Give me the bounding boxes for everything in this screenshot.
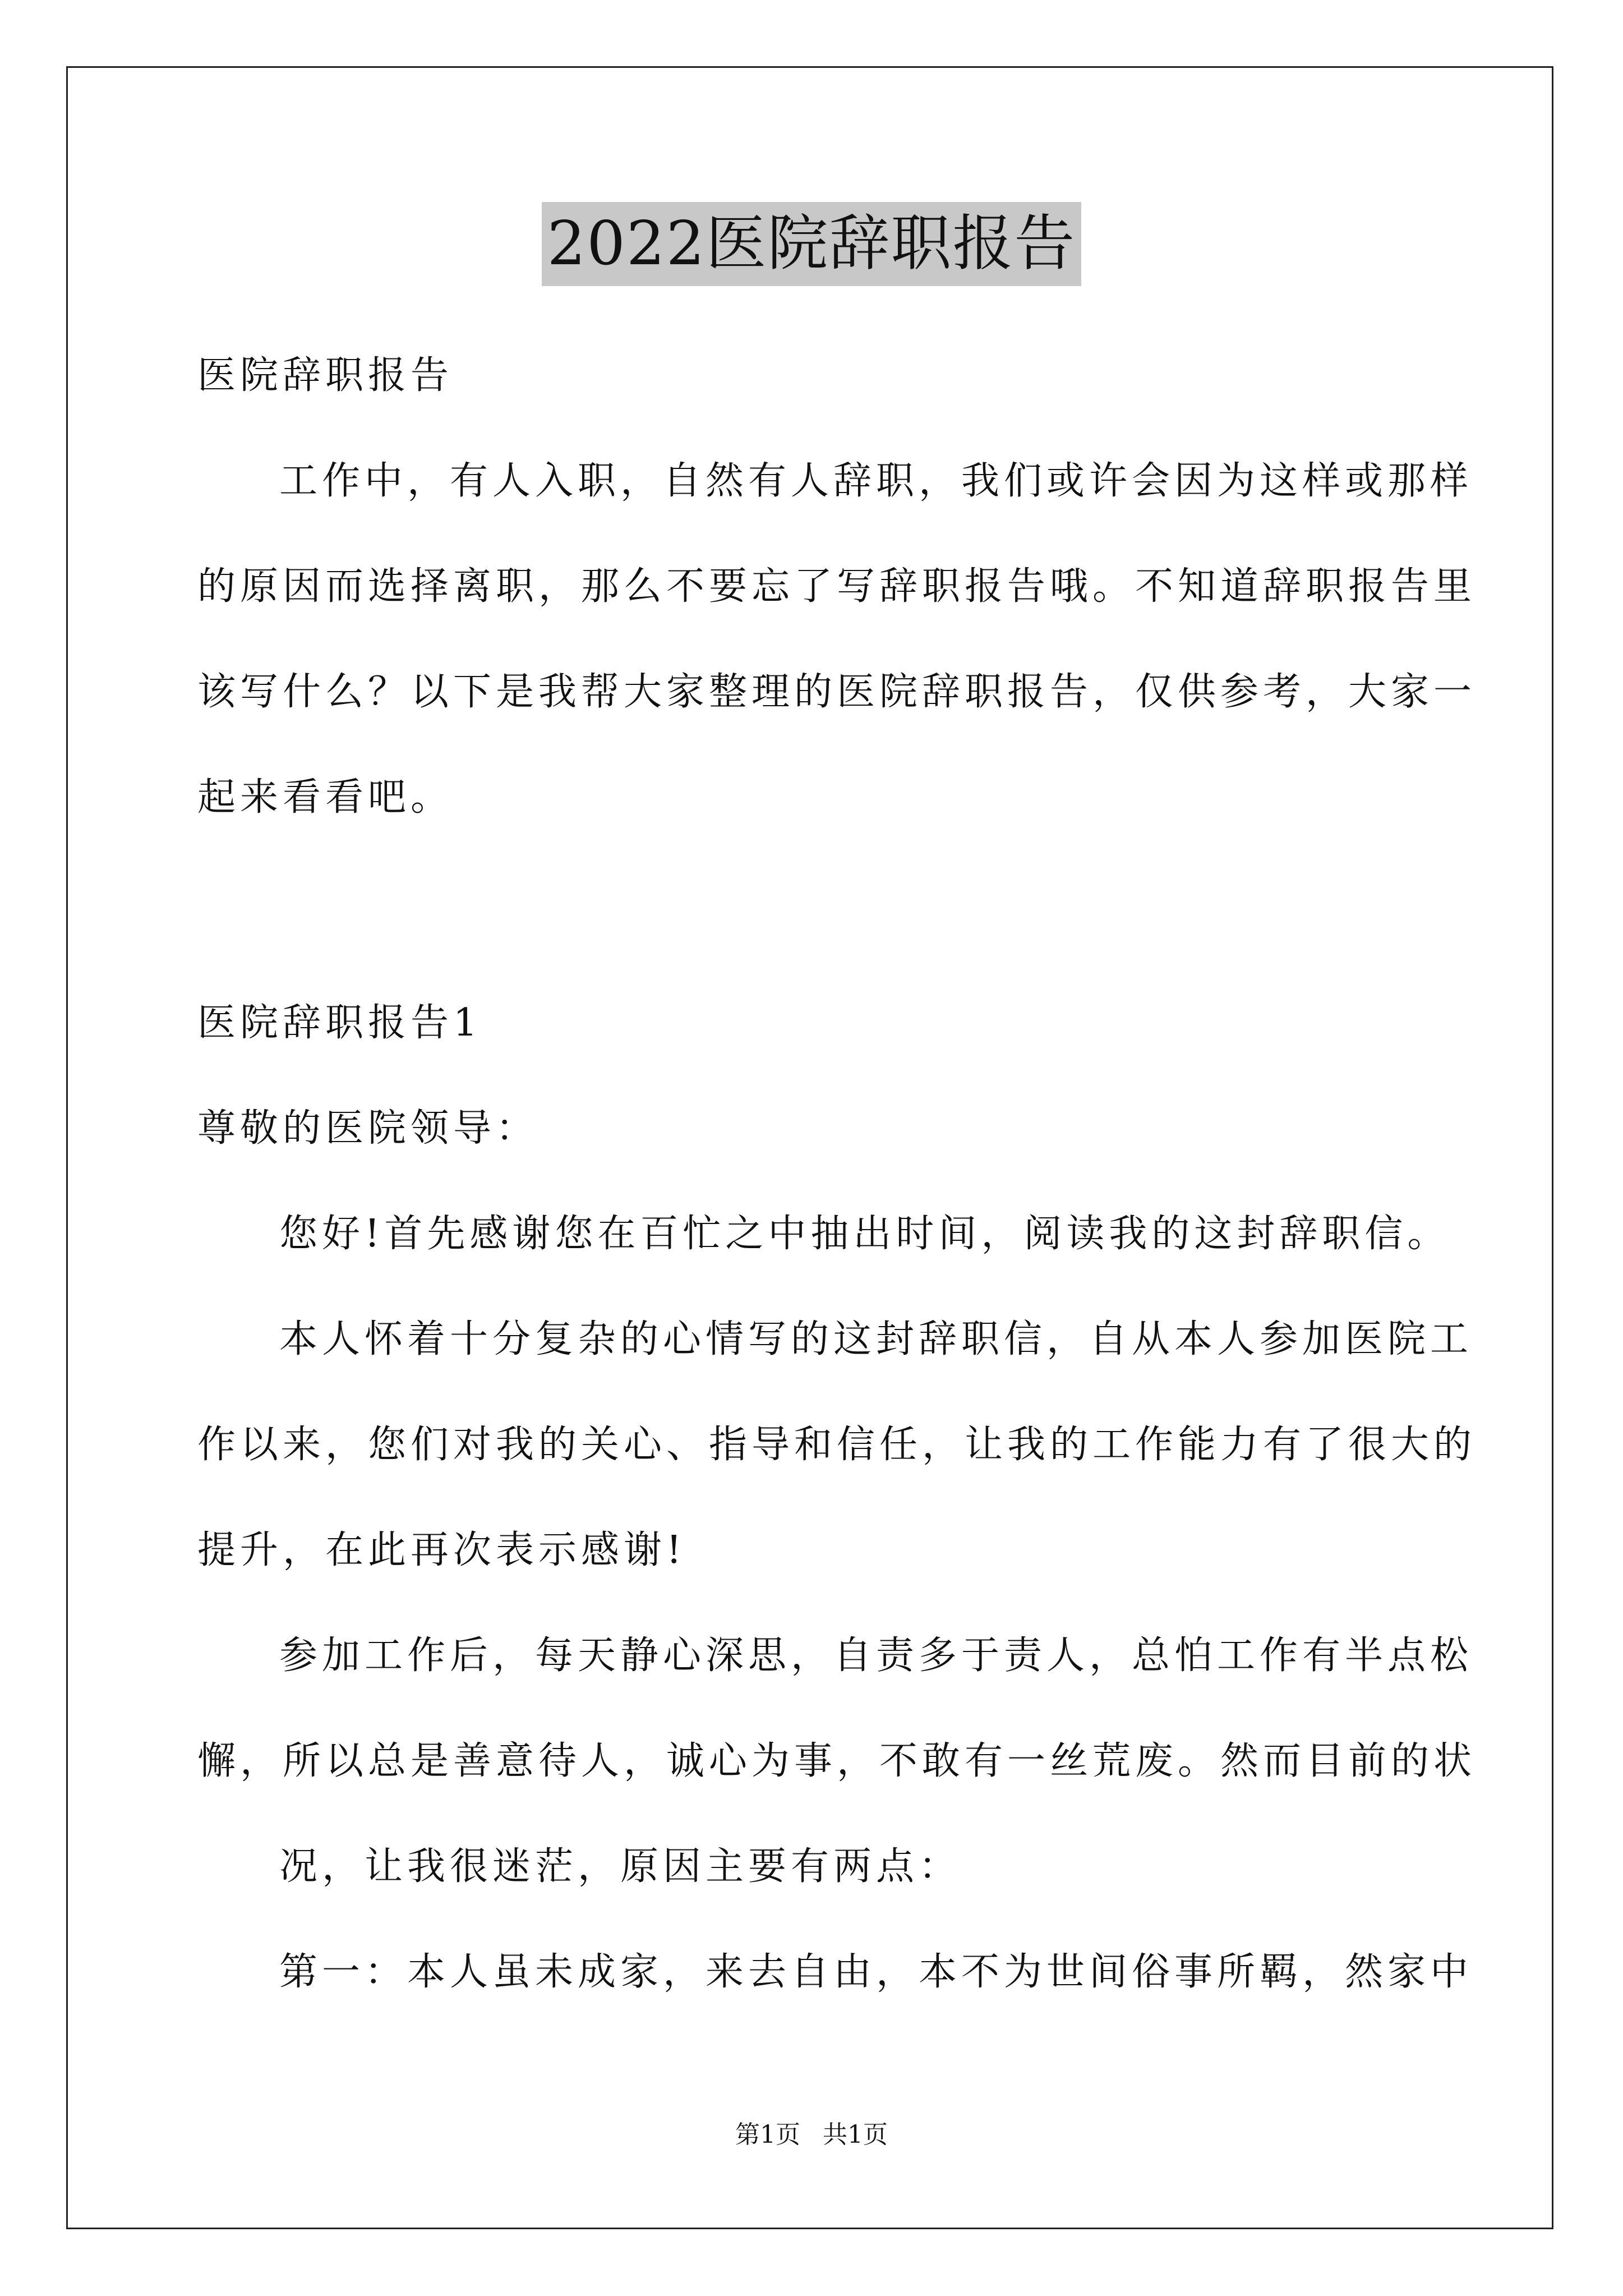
paragraph-line: 提升，在此再次表示感谢! <box>197 1528 686 1572</box>
paragraph-line: 作以来，您们对我的关心、指导和信任，让我的工作能力有了很大的 <box>197 1423 1477 1467</box>
paragraph-line: 参加工作后，每天静心深思，自责多于责人，总怕工作有半点松 <box>279 1634 1473 1678</box>
page-number-total: 共1页 <box>823 2120 888 2149</box>
paragraph-line: 该写什么？以下是我帮大家整理的医院辞职报告，仅供参考，大家一 <box>197 670 1477 714</box>
page-number-current: 第1页 <box>735 2120 800 2149</box>
paragraph-line: 工作中，有人入职，自然有人辞职，我们或许会因为这样或那样 <box>279 459 1473 503</box>
paragraph-line: 您好!首先感谢您在百忙之中抽出时间，阅读我的这封辞职信。 <box>279 1212 1450 1256</box>
paragraph-line: 的原因而选择离职，那么不要忘了写辞职报告哦。不知道辞职报告里 <box>197 564 1477 609</box>
section-heading: 医院辞职报告 <box>197 353 454 398</box>
paragraph-line: 第一：本人虽未成家，来去自由，本不为世间俗事所羁，然家中 <box>279 1950 1473 1994</box>
page-footer <box>0 2118 1623 2152</box>
paragraph-line: 况，让我很迷茫，原因主要有两点： <box>279 1844 962 1889</box>
paragraph-line: 本人怀着十分复杂的心情写的这封辞职信，自从本人参加医院工 <box>279 1317 1473 1361</box>
salutation: 尊敬的医院领导： <box>197 1106 539 1151</box>
title-container <box>0 202 1623 286</box>
paragraph-line: 懈，所以总是善意待人，诚心为事，不敢有一丝荒废。然而目前的状 <box>197 1739 1477 1783</box>
section-heading: 医院辞职报告1 <box>197 1001 482 1045</box>
paragraph-line: 起来看看吧。 <box>197 775 454 820</box>
document-title: 2022医院辞职报告 <box>542 202 1082 286</box>
